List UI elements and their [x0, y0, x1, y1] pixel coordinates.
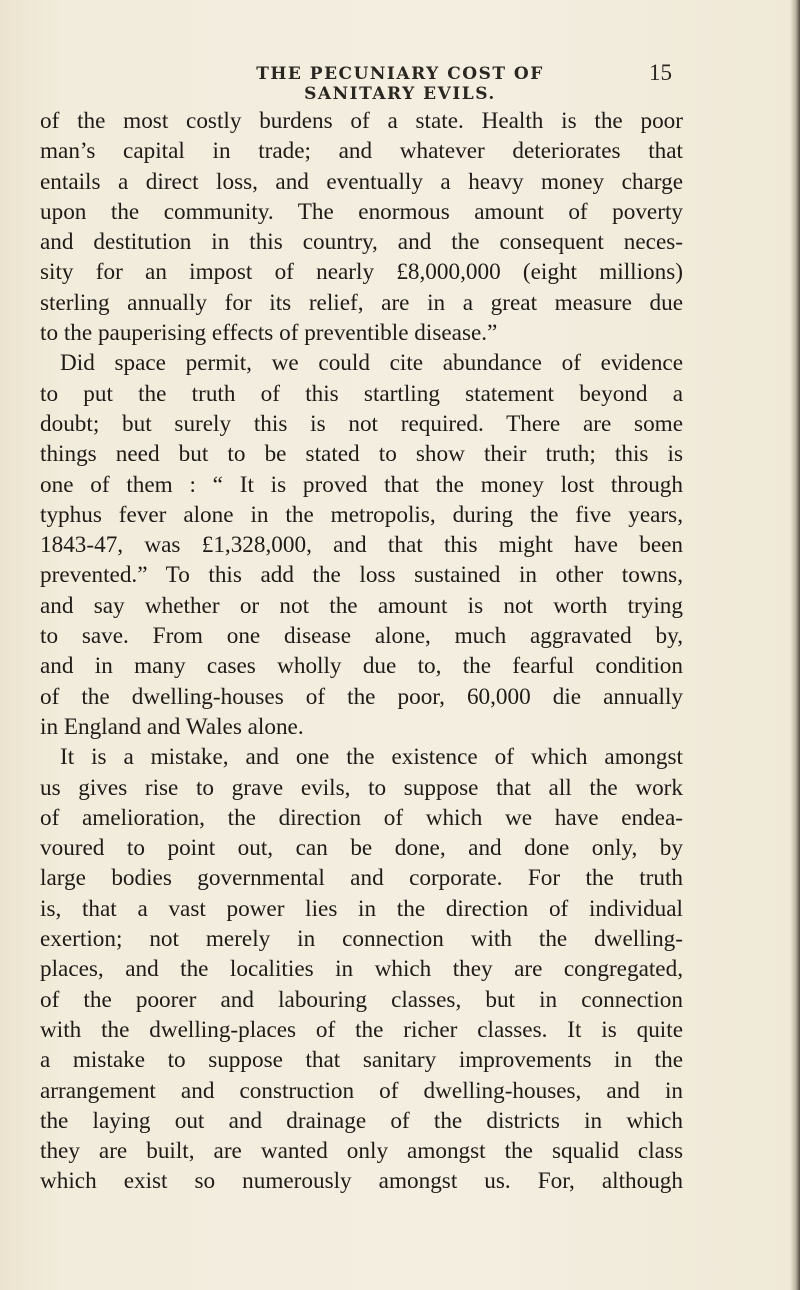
text-line: is, that a vast power lies in the direction of individual [40, 895, 683, 922]
text-line: they are built, are wanted only amongst the squalid class [40, 1138, 683, 1165]
text-line: and destitution in this country, and the consequent neces- [40, 229, 683, 256]
text-line: a mistake to suppose that sanitary improvements in the [40, 1047, 683, 1074]
text-line: arrangement and construction of dwelling-houses, and in [40, 1077, 683, 1104]
text-line: which exist so numerously amongst us. For, although [40, 1168, 683, 1195]
text-line: sity for an impost of nearly £8,000,000 (eight millions) [40, 259, 683, 286]
text-line: exertion; not merely in connection with the dwelling- [40, 926, 683, 953]
text-line: us gives rise to grave evils, to suppose that all the work [40, 774, 683, 801]
page-number: 15 [649, 60, 672, 85]
running-head [0, 58, 800, 104]
text-line: with the dwelling-places of the richer classes. It is quite [40, 1016, 683, 1043]
text-line: voured to point out, can be done, and done only, by [40, 835, 683, 862]
text-line: in England and Wales alone. [40, 713, 304, 740]
text-line: things need but to be stated to show their truth; this is [40, 441, 683, 468]
page-edge-shadow [790, 0, 800, 1290]
text-line: of the poorer and labouring classes, but in connection [40, 986, 683, 1013]
paragraph-start-line: It is a mistake, and one the existence of which amongst [60, 744, 683, 771]
text-line: typhus fever alone in the metropolis, during the five years, [40, 501, 683, 528]
text-line: to the pauperising effects of preventible disease.” [40, 320, 498, 347]
text-line: entails a direct loss, and eventually a heavy money charge [40, 168, 683, 195]
text-line: of the dwelling-houses of the poor, 60,000 die annually [40, 683, 683, 710]
text-line: one of them : “ It is proved that the money lost through [40, 471, 683, 498]
text-line: of the most costly burdens of a state. Health is the poor [40, 108, 683, 134]
text-line: and in many cases wholly due to, the fearful condition [40, 653, 683, 680]
text-line: 1843-47, was £1,328,000, and that this might have been [40, 532, 683, 559]
text-line: prevented.” To this add the loss sustained in other towns, [40, 562, 683, 589]
text-line: man’s capital in trade; and whatever deteriorates that [40, 138, 683, 165]
text-line: and say whether or not the amount is not worth trying [40, 592, 683, 619]
body-text [40, 106, 683, 1197]
text-line: places, and the localities in which they are congregated, [40, 956, 683, 983]
text-line: upon the community. The enormous amount of poverty [40, 198, 683, 225]
text-line: large bodies governmental and corporate. For the truth [40, 865, 683, 892]
text-line: doubt; but surely this is not required. There are some [40, 410, 683, 437]
text-line: the laying out and drainage of the districts in which [40, 1107, 683, 1134]
text-line: to put the truth of this startling statement beyond a [40, 380, 683, 407]
text-line: to save. From one disease alone, much aggravated by, [40, 623, 683, 650]
text-line: sterling annually for its relief, are in a great measure due [40, 289, 683, 316]
text-line: of amelioration, the direction of which we have endea- [40, 804, 683, 831]
paragraph-start-line: Did space permit, we could cite abundance of evidence [60, 350, 683, 377]
running-head-title: THE PECUNIARY COST OF SANITARY EVILS. [256, 64, 544, 104]
